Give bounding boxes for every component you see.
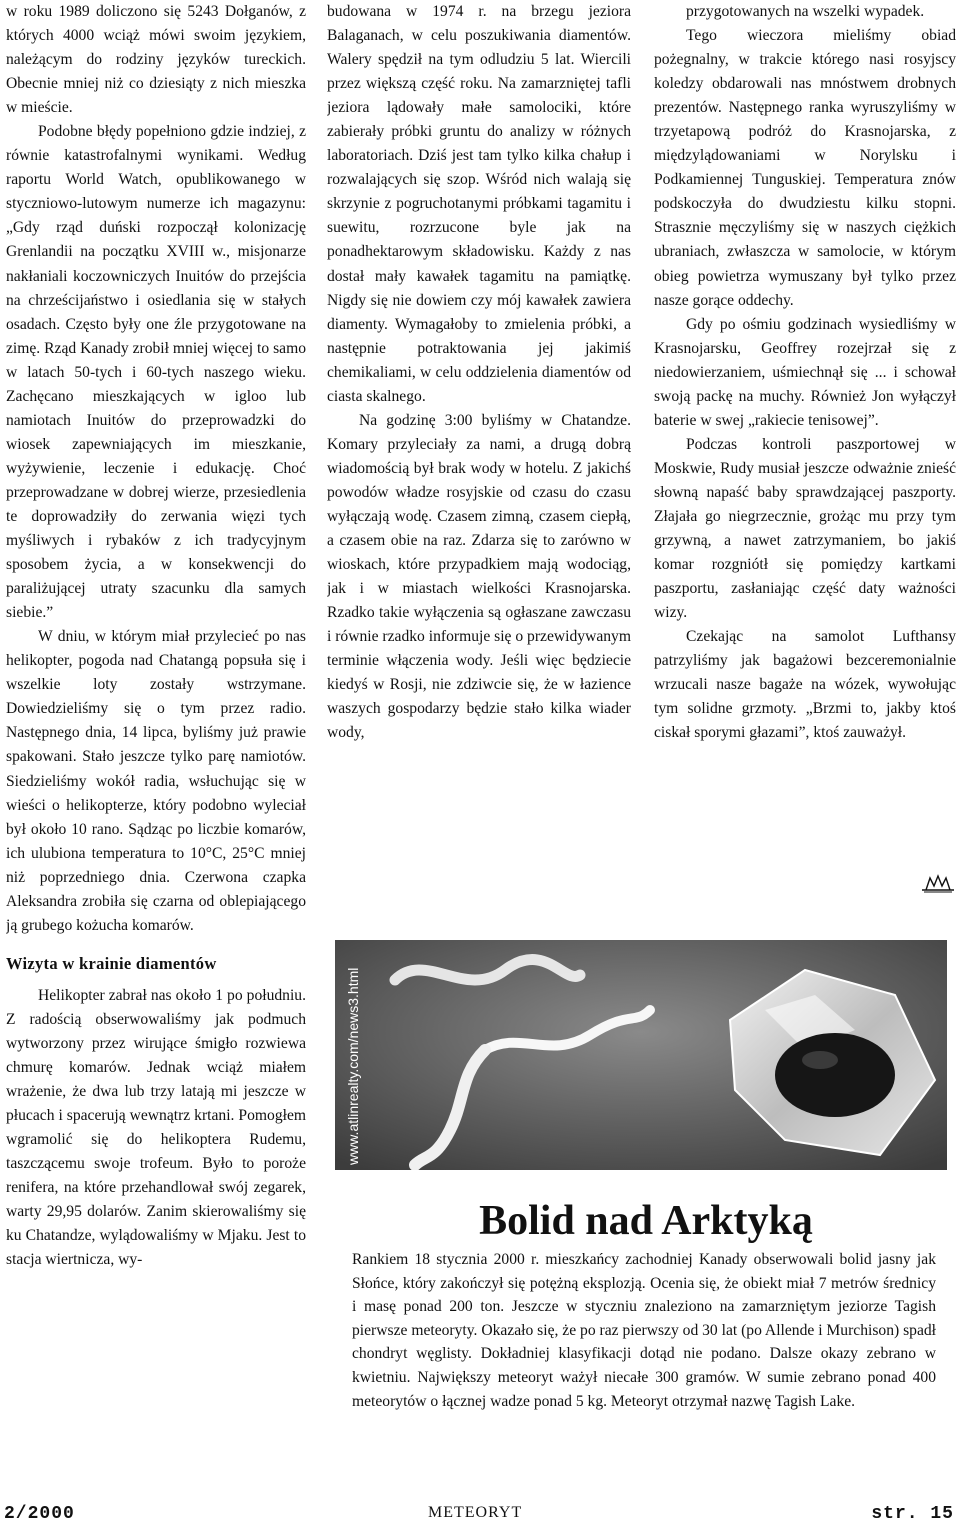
meteorite-photo bbox=[335, 940, 947, 1170]
photo-credit: www.atlinrealty.com/news3.html bbox=[345, 967, 361, 1165]
article-column-1 bbox=[6, 0, 306, 1492]
page-number: str. 15 bbox=[871, 1504, 954, 1524]
paragraph: w roku 1989 doliczono się 5243 Dołganów, z których 4000 wciąż mówi swoim językiem, należącym do rodziny języków tureckich. Obecnie mniej niż co dziesiąty z nich mieszka w mieście. bbox=[6, 3, 306, 117]
paragraph: Czekając na samolot Lufthansy patrzyliśmy jak bagażowi bezceremonialnie wrzucali nasze bagaże na wózek, wywołując tym solidne grzmoty. „Brzmi to, jakby ktoś ciskał sporymi głazami”, ktoś zauważył. bbox=[654, 628, 956, 742]
sidebar-title: Bolid nad Arktyką bbox=[479, 1198, 813, 1244]
paragraph: Gdy po ośmiu godzinach wysiedliśmy w Krasnojarsku, Geoffrey rozejrzał się z niedowierzaniem, uśmiechnął się ... i schował swoją packę na muchy. Również Jon wyłączył baterie w swej „rakiecie tenisowej”. bbox=[654, 315, 956, 429]
article-column-2 bbox=[327, 0, 631, 900]
paragraph: Tego wieczora mieliśmy obiad pożegnalny, w trakcie którego nasi rosyjscy koledzy obdarowali nas mnóstwem drobnych prezentów. Następnego ranka wyruszyliśmy w trzyetapową podróż do Krasnojarska, z międzylądowaniami w Norylsku i Podkamiennej Tunguskiej. Temperatura znów podskoczyła do dwudziestu kilku stopni. Strasznie męczyliśmy się w naszych ciężkich ubraniach, zwłaszcza w samolocie, w którym obieg powietrza wymuszany był tylko przez nasze gorące oddechy. bbox=[654, 27, 956, 309]
section-heading: Wizyta w krainie diamentów bbox=[6, 953, 217, 973]
paragraph: Podczas kontroli paszportowej w Moskwie, Rudy musiał jeszcze odważnie znieść słowną napaść baby sprawdzającej paszporty. Złajała go niegrzecznie, grożąc mu przy tym grzywną, a nawet zatrzymaniem, bo jakiś komar rozgniótł się pomiędzy kartkami paszportu, zasłaniając część daty ważności wizy. bbox=[654, 435, 956, 622]
paragraph: Na godzinę 3:00 byliśmy w Chatandze. Komary przyleciały za nami, a drugą dobrą wiadomością był brak wody w hotelu. Z jakichś powodów władze rosyjskie od czasu do czasu wyłączają wodę. Czasem zimną, czasem ciepłą, a czasem obie na raz. Zdarza się to zarówno w wioskach, które przypadkiem mają wodociąg, jak i w miastach wielkości Krasnojarska. Rzadko takie wyłączenia są ogłaszane zawczasu i równie rzadko informuje się o przewidywanym terminie włączenia wody. Jeśli więc będziecie kiedyś w Rosji, nie zdziwcie się, że w łazience waszych gospodarzy będzie stało kilka wiader wody, bbox=[327, 411, 631, 742]
sidebar-text: Rankiem 18 stycznia 2000 r. mieszkańcy zachodniej Kanady obserwowali bolid jasny jak Słońce, który zakończył się potężną eksplozją. Ocenia się, że obiekt miał 7 metrów średnicy i masę ponad 200 ton. Jeszcze w styczniu znaleziono na zamarzniętym jeziorze Tagish pierwsze meteoryty. Okazało się, że po raz pierwszy od 30 lat (po Allende i Murchison) spadł chondryt węglisty. Dokładniej klasyfikacji dotąd nie podano. Dalsze okazy zebrano w kwietniu. Największy meteoryt ważył niecałe 300 gramów. W sumie zebrano ponad 400 meteorytów o łącznej wadze ponad 5 kg. Meteoryt otrzymał nazwę Tagish Lake. bbox=[352, 1251, 937, 1410]
paragraph: Podobne błędy popełniono gdzie indziej, z równie katastrofalnymi wynikami. Według raportu World Watch, opublikowanego w styczniowo-lutowym numerze ich magazynu: „Gdy rząd duński rozpoczął kolonizację Grenlandii na początku XVIII w., misjonarze nakłaniali koczowniczych Inuitów do przejścia na chrześcijaństwo i osiedlania się w stałych osadach. Często były one źle przygotowane na zimę. Rząd Kanady zrobił mniej więcej to samo w latach 50-tych i 60-tych naszego wieku. Zachęcano mieszkających w igloo lub namiotach Inuitów do przeprowadzki do wiosek zapewniających im mieszkanie, wyżywienie, leczenie i edukację. Choć przeprowadzane w dobrej wierze, przesiedlenia te doprowadziły do zerwania więzi tych myśliwych i rybaków z ich tradycyjnym sposobem życia, a w konsekwencji do paraliżującej utraty szacunku dla samych siebie.” bbox=[6, 123, 306, 622]
magazine-name: METEORYT bbox=[428, 1504, 523, 1521]
paragraph: W dniu, w którym miał przylecieć po nas helikopter, pogoda nad Chatangą popsuła się i wszelkie loty zostały wstrzymane. Dowiedzieliśmy się o tym przez radio. Następnego dnia, 14 lipca, byliśmy już prawie spakowani. Stało jeszcze tylko parę namiotów. Siedzieliśmy wokół radia, wsłuchując się w wieści o helikopterze, który podobno wyleciał był około 10 rano. Sądząc po liczbie komarów, ich ulubiona temperatura to 10°C, 25°C mniej niż poprzedniego dnia. Czerwona czapka Aleksandra zrobiła się czarna od oblepiającego ją grubego kożucha komarów. bbox=[6, 628, 306, 934]
page-footer bbox=[0, 1504, 960, 1528]
paragraph: budowana w 1974 r. na brzegu jeziora Balaganach, w celu poszukiwania diamentów. Walery spędził na tym odludziu 5 lat. Wiercili przez większą część roku. Na zamarzniętej tafli jeziora lądowały małe samolociki, które zabierały próbki gruntu do analizy w różnych laboratoriach. Dziś jest tam tylko kilka chałup i rozwalających się szop. Wśród nich walają się skrzynie z pogruchotanymi próbkami tagamitu i suewitu, rozrzucone byle jak na ponadhektarowym składowisku. Każdy z nas dostał mały kawałek tagamitu na pamiątkę. Nigdy się nie dowiem czy mój kawałek zawiera diamenty. Wymagałoby to zmielenia próbki, a następnie potraktowania jej jakimiś chemikaliami, w celu oddzielenia diamentów od ciasta skalnego. bbox=[327, 3, 631, 405]
issue-number: 2/2000 bbox=[4, 1504, 75, 1524]
article-column-3 bbox=[654, 0, 956, 880]
paragraph: przygotowanych na wszelki wypadek. bbox=[686, 3, 925, 20]
paragraph: Helikopter zabrał nas około 1 po południu. Z radością obserwowaliśmy jak podmuch wytworzony przez wirujące śmigło rozwiewa chmurę komarów. Jednak wciąż miałem wrażenie, że dwa lub trzy latają mi jeszcze w płucach i spacerują wewnątrz krtani. Pomogłem wgramolić się do helikoptera Rudemu, taszczącemu swoje trofeum. Było to poroże renifera, na które przehandlował swój zegarek, warty 29,95 dolarów. Zanim skierowaliśmy się ku Chatandze, wylądowaliśmy w Mjaku. Jest to stacja wiertnicza, wy- bbox=[6, 986, 306, 1269]
end-of-article-icon bbox=[920, 872, 956, 894]
